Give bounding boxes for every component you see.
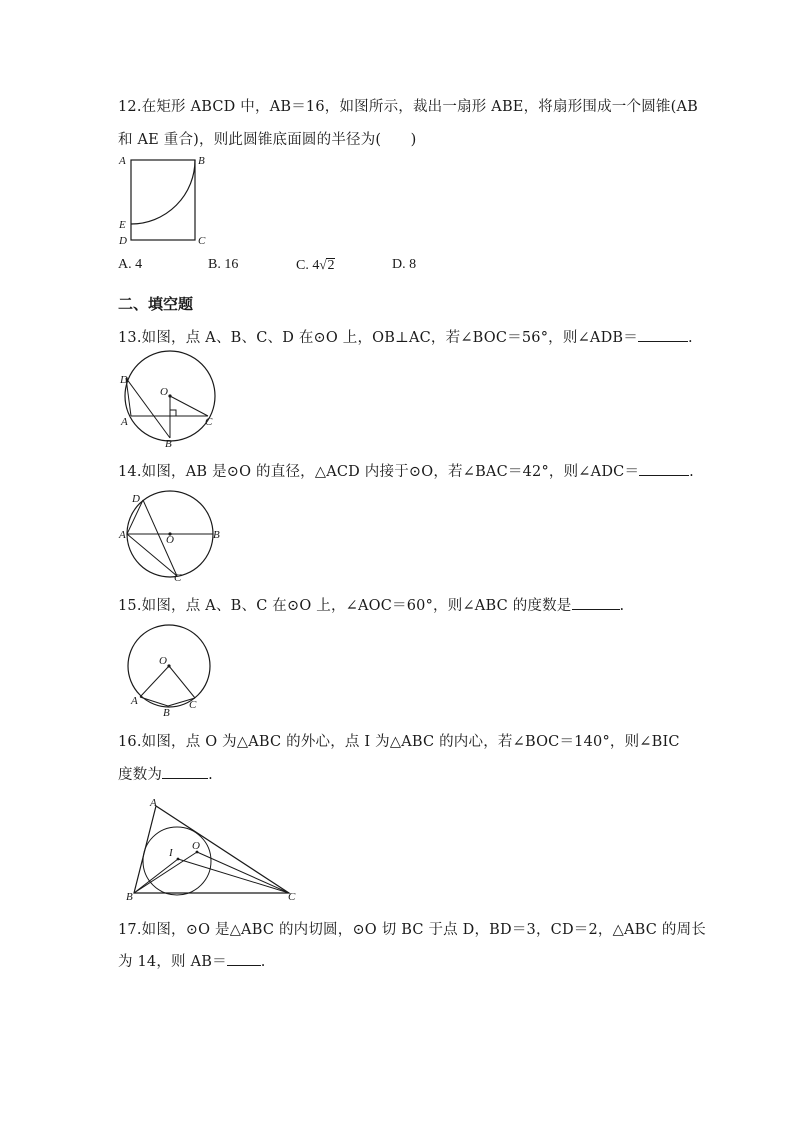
q15-answer-blank: [572, 595, 620, 610]
q12-choice-c-radicand: 2: [327, 258, 335, 273]
section-title: 二、填空题: [118, 295, 194, 313]
q12-figure: [112, 152, 212, 248]
q15-figure: [125, 624, 219, 720]
q16-label-o: O: [192, 840, 200, 852]
q14-answer-blank: [639, 461, 689, 476]
q12-line1: 12.在矩形 ABCD 中，AB＝16，如图所示，裁出一扇形 ABE，将扇形围成一个圆锥(AB: [118, 99, 698, 115]
q12-choice-c: C. 4√2: [296, 257, 335, 273]
q14-label-c: C: [174, 572, 182, 584]
q15-line: [118, 594, 624, 615]
q14-label-o: O: [166, 534, 174, 546]
q15-end: .: [619, 598, 625, 614]
q12-choice-c-prefix: C. 4: [296, 258, 320, 273]
q14-line: [118, 460, 694, 481]
q17-end: .: [260, 954, 266, 970]
q14-text: 14.如图，AB 是⊙O 的直径，△ACD 内接于⊙O，若∠BAC＝42°，则∠ADC＝: [118, 464, 640, 480]
q13-answer-blank: [638, 327, 688, 342]
q16-label-i: I: [169, 847, 173, 859]
q14-end: .: [689, 464, 694, 480]
q17-text2: 为 14，则 AB＝: [118, 954, 227, 970]
q16-figure: [124, 794, 304, 904]
q12-label-a: A: [119, 155, 126, 167]
q12-label-b: B: [198, 155, 205, 167]
q16-answer-blank: [162, 764, 208, 779]
q14-figure: [118, 488, 224, 584]
q12-choice-b: B. 16: [208, 257, 239, 272]
q16-line1: 16.如图，点 O 为△ABC 的外心，点 I 为△ABC 的内心，若∠BOC＝140°，则∠BIC: [118, 734, 680, 750]
q12-label-e: E: [119, 219, 126, 231]
q14-label-d: D: [132, 493, 140, 505]
q15-label-o: O: [159, 655, 167, 667]
q12-label-d: D: [119, 235, 127, 247]
q13-line: [118, 326, 693, 347]
q16-label-b: B: [126, 891, 133, 903]
q13-figure: [118, 352, 218, 452]
q13-label-a: A: [121, 416, 128, 428]
q13-label-c: C: [205, 416, 213, 428]
q13-label-d: D: [120, 374, 128, 386]
q15-label-c: C: [189, 699, 197, 711]
q12-choice-a: A. 4: [118, 257, 143, 272]
q13-text: 13.如图，点 A、B、C、D 在⊙O 上，OB⊥AC，若∠BOC＝56°，则∠ADB＝: [118, 330, 638, 346]
q12-label-c: C: [198, 235, 206, 247]
q13-end: .: [687, 330, 693, 346]
q17-line2: [118, 950, 266, 971]
q16-label-c: C: [288, 891, 296, 903]
q17-line1: 17.如图，⊙O 是△ABC 的内切圆，⊙O 切 BC 于点 D，BD＝3，CD＝2，△ABC 的周长: [118, 922, 706, 938]
q14-label-b: B: [213, 529, 220, 541]
q16-label-a: A: [150, 797, 157, 809]
q16-line2: [118, 763, 213, 784]
q12-line2: 和 AE 重合)，则此圆锥底面圆的半径为( ): [118, 132, 417, 148]
q12-choice-d: D. 8: [392, 257, 417, 272]
q13-label-b: B: [165, 438, 172, 450]
q14-label-a: A: [119, 529, 126, 541]
q15-label-a: A: [131, 695, 138, 707]
q16-end: .: [208, 767, 213, 783]
q13-label-o: O: [160, 386, 168, 398]
q16-text2: 度数为: [118, 767, 163, 783]
q15-label-b: B: [163, 707, 170, 719]
q15-text: 15.如图，点 A、B、C 在⊙O 上，∠AOC＝60°，则∠ABC 的度数是: [118, 598, 572, 614]
q17-answer-blank: [227, 951, 261, 966]
